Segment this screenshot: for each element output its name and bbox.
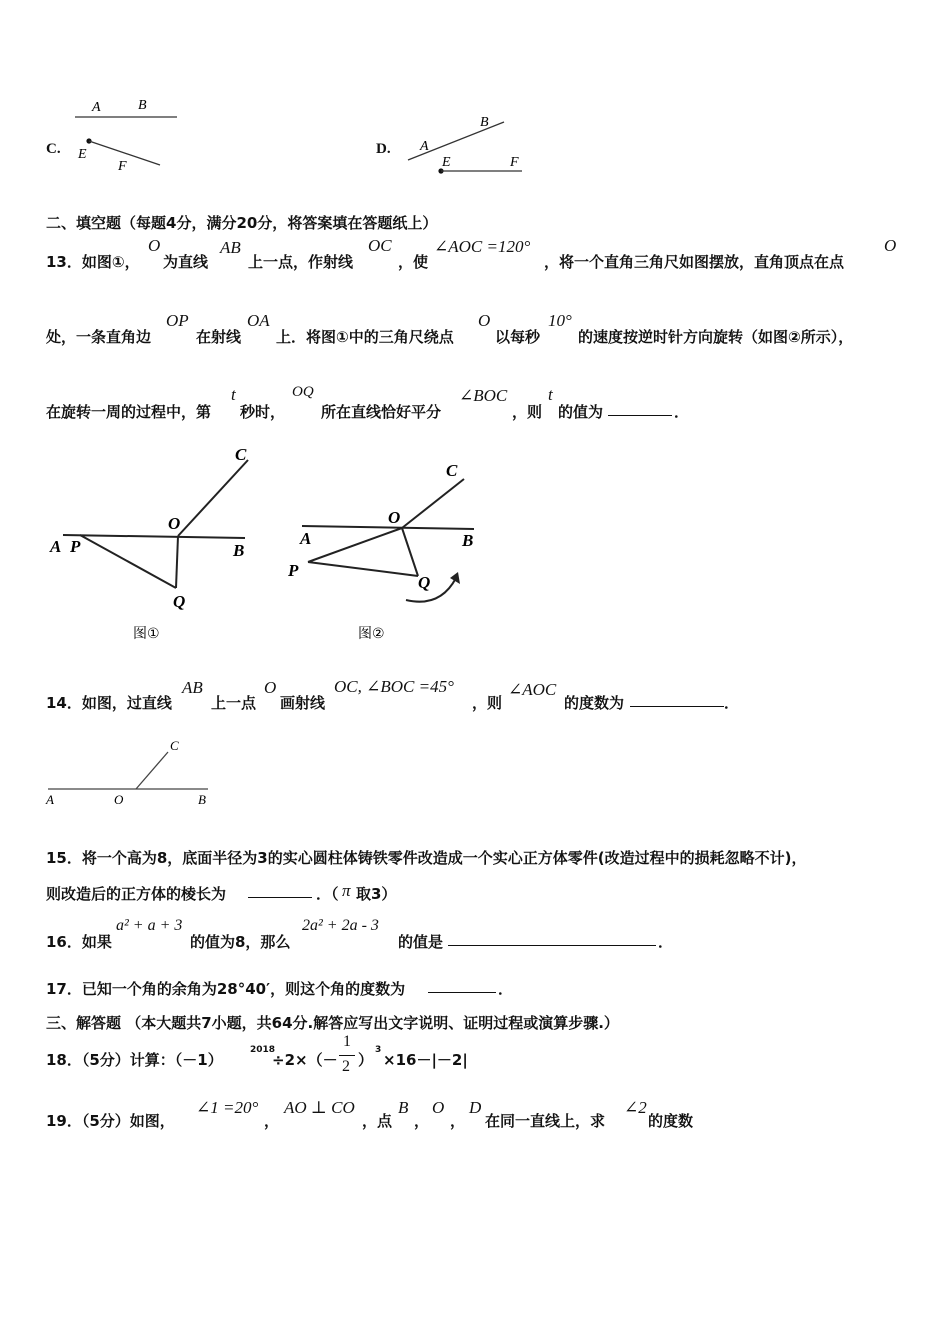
q18-fraction-bar <box>339 1055 355 1056</box>
label-b: B <box>480 115 489 130</box>
label-a: A <box>50 537 62 556</box>
label-q: Q <box>173 592 186 611</box>
triangle-side-op <box>308 528 402 562</box>
q19-text: ， <box>414 1112 430 1130</box>
q14-math: AB <box>182 678 203 697</box>
q13-text: ，则 <box>512 403 543 421</box>
q18-text: 18．（5分）计算：（－1） <box>46 1051 223 1069</box>
q16-math: a² + a + 3 <box>116 917 183 934</box>
label-c: C <box>446 461 458 480</box>
section-3-heading: 三、解答题 （本大题共7小题，共64分.解答应写出文字说明、证明过程或演算步骤.） <box>46 1014 619 1032</box>
q14-text: 上一点 <box>211 694 257 712</box>
q13-text: 的速度按逆时针方向旋转（如图②所示）， <box>578 328 854 346</box>
label-p: P <box>288 561 299 580</box>
q14-answer-blank[interactable] <box>630 692 724 707</box>
rotation-arrow <box>406 578 456 602</box>
label-b: B <box>233 541 245 560</box>
label-o: O <box>114 792 124 807</box>
q15-text: 15．将一个高为8，底面半径为3的实心圆柱体铸铁零件改造成一个实心正方体零件(改造过程中的损耗忽略不计)， <box>46 849 807 867</box>
option-c-label: C. <box>46 141 61 157</box>
q14-text: 14．如图，过直线 <box>46 694 172 712</box>
q15-text: 取3） <box>356 885 397 903</box>
option-d-label: D. <box>376 141 391 157</box>
q19-text: ，点 <box>362 1112 393 1130</box>
q16-text: 16．如果 <box>46 933 112 951</box>
q14-text: 的度数为 <box>564 694 625 712</box>
q19-text: ， <box>264 1112 280 1130</box>
label-b: B <box>198 792 206 807</box>
q13-text: 所在直线恰好平分 <box>321 403 442 421</box>
q19-math: B <box>398 1098 409 1117</box>
q19-text: ， <box>450 1112 466 1130</box>
label-e: E <box>442 155 451 170</box>
rotation-arrowhead <box>450 572 460 584</box>
q13-math: t <box>231 385 236 404</box>
q17-answer-blank[interactable] <box>428 978 496 993</box>
label-b: B <box>138 98 147 113</box>
q16-text: 的值是 <box>398 933 444 951</box>
label-o: O <box>168 514 181 533</box>
q13-figure-1 <box>40 440 270 650</box>
label-f: F <box>118 159 127 174</box>
q19-math: AO ⊥ CO <box>284 1098 355 1117</box>
label-c: C <box>235 445 247 464</box>
label-e: E <box>78 147 87 162</box>
label-o: O <box>388 508 401 527</box>
q13-math: O <box>478 311 491 330</box>
ray-oc <box>136 752 168 789</box>
q19-math: ∠2 <box>624 1098 647 1117</box>
label-c: C <box>170 738 179 753</box>
q13-math: OQ <box>292 384 314 400</box>
q19-math: ∠1 =20° <box>196 1098 259 1117</box>
q18-text: ×16－|－2| <box>383 1051 468 1069</box>
q16-text: 的值为8，那么 <box>190 933 291 951</box>
triangle-side-oq <box>176 536 178 588</box>
q19-text: 在同一直线上，求 <box>485 1112 606 1130</box>
q15-math: π <box>342 881 351 900</box>
q13-math: ∠BOC <box>459 386 508 405</box>
q15-text: 则改造后的正方体的棱长为 <box>46 885 227 903</box>
q13-math: t <box>548 385 553 404</box>
q13-math: O <box>148 236 161 255</box>
q19-math: D <box>469 1098 482 1117</box>
q14-text: ，则 <box>472 694 503 712</box>
ray-oc <box>402 479 464 528</box>
q14-math: O <box>264 678 277 697</box>
q14-text: ． <box>724 694 740 712</box>
q15-answer-blank[interactable] <box>248 883 312 898</box>
q14-text: 画射线 <box>280 694 326 712</box>
q13-math: ∠AOC =120° <box>434 237 531 256</box>
q17-text: ． <box>498 980 514 998</box>
option-c-figure <box>70 92 190 182</box>
q18-text: ÷2×（－ <box>272 1051 338 1069</box>
caption: 图② <box>358 626 385 642</box>
q13-text: 处，一条直角边 <box>46 328 152 346</box>
q13-math: O <box>884 236 897 255</box>
q14-math: OC, ∠BOC =45° <box>334 677 454 696</box>
label-a: A <box>46 792 54 807</box>
q13-figure-2 <box>280 450 510 650</box>
q13-answer-blank[interactable] <box>608 401 672 416</box>
label-a: A <box>420 139 429 154</box>
q16-answer-blank[interactable] <box>448 931 656 946</box>
q18-text: ） <box>358 1051 374 1069</box>
q18-exponent: 2018 <box>250 1045 276 1055</box>
q13-text: 为直线 <box>163 253 209 271</box>
q15-text: ．（ <box>316 885 339 903</box>
q13-text: 在旋转一周的过程中，第 <box>46 403 212 421</box>
caption: 图① <box>133 626 160 642</box>
line-ab <box>63 535 245 538</box>
ray-oc <box>178 460 248 536</box>
q14-figure <box>40 730 220 810</box>
option-d-figure <box>400 110 530 180</box>
label-p: P <box>70 537 81 556</box>
q18-fraction-denominator: 2 <box>342 1058 350 1075</box>
q13-text: 以每秒 <box>495 328 541 346</box>
triangle-side-pq <box>308 562 418 576</box>
label-q: Q <box>418 573 431 592</box>
label-f: F <box>510 155 519 170</box>
label-b: B <box>462 531 474 550</box>
q13-math: AB <box>220 238 241 257</box>
q13-text: ，使 <box>398 253 429 271</box>
q13-text: ，将一个直角三角尺如图摆放，直角顶点在点 <box>544 253 845 271</box>
q13-text: 上一点，作射线 <box>248 253 354 271</box>
q13-text: 上．将图①中的三角尺绕点 <box>276 328 454 346</box>
q13-math: OP <box>166 311 189 330</box>
q16-text: ． <box>658 933 674 951</box>
q17-text: 17．已知一个角的余角为28°40′，则这个角的度数为 <box>46 980 406 998</box>
label-a: A <box>300 529 312 548</box>
q13-text: 在射线 <box>196 328 242 346</box>
q13-text: 的值为 <box>558 403 604 421</box>
q13-math: OA <box>247 311 270 330</box>
q14-math: ∠AOC <box>508 680 557 699</box>
q19-math: O <box>432 1098 445 1117</box>
triangle-side-pq <box>80 535 176 588</box>
q18-exponent: 3 <box>375 1045 382 1055</box>
q18-fraction-numerator: 1 <box>343 1033 351 1050</box>
q13-text: ． <box>674 403 690 421</box>
q13-math: 10° <box>548 311 572 330</box>
label-a: A <box>92 100 101 115</box>
q13-math: OC <box>368 236 392 255</box>
section-2-heading: 二、填空题（每题4分，满分20分，将答案填在答题纸上） <box>46 214 438 232</box>
triangle-side-oq <box>402 528 418 576</box>
q19-text: 的度数 <box>648 1112 694 1130</box>
q16-math: 2a² + 2a - 3 <box>302 917 379 934</box>
q19-text: 19．（5分）如图， <box>46 1112 175 1130</box>
q13-text: 秒时， <box>240 403 286 421</box>
q13-text: 13．如图①， <box>46 253 140 271</box>
